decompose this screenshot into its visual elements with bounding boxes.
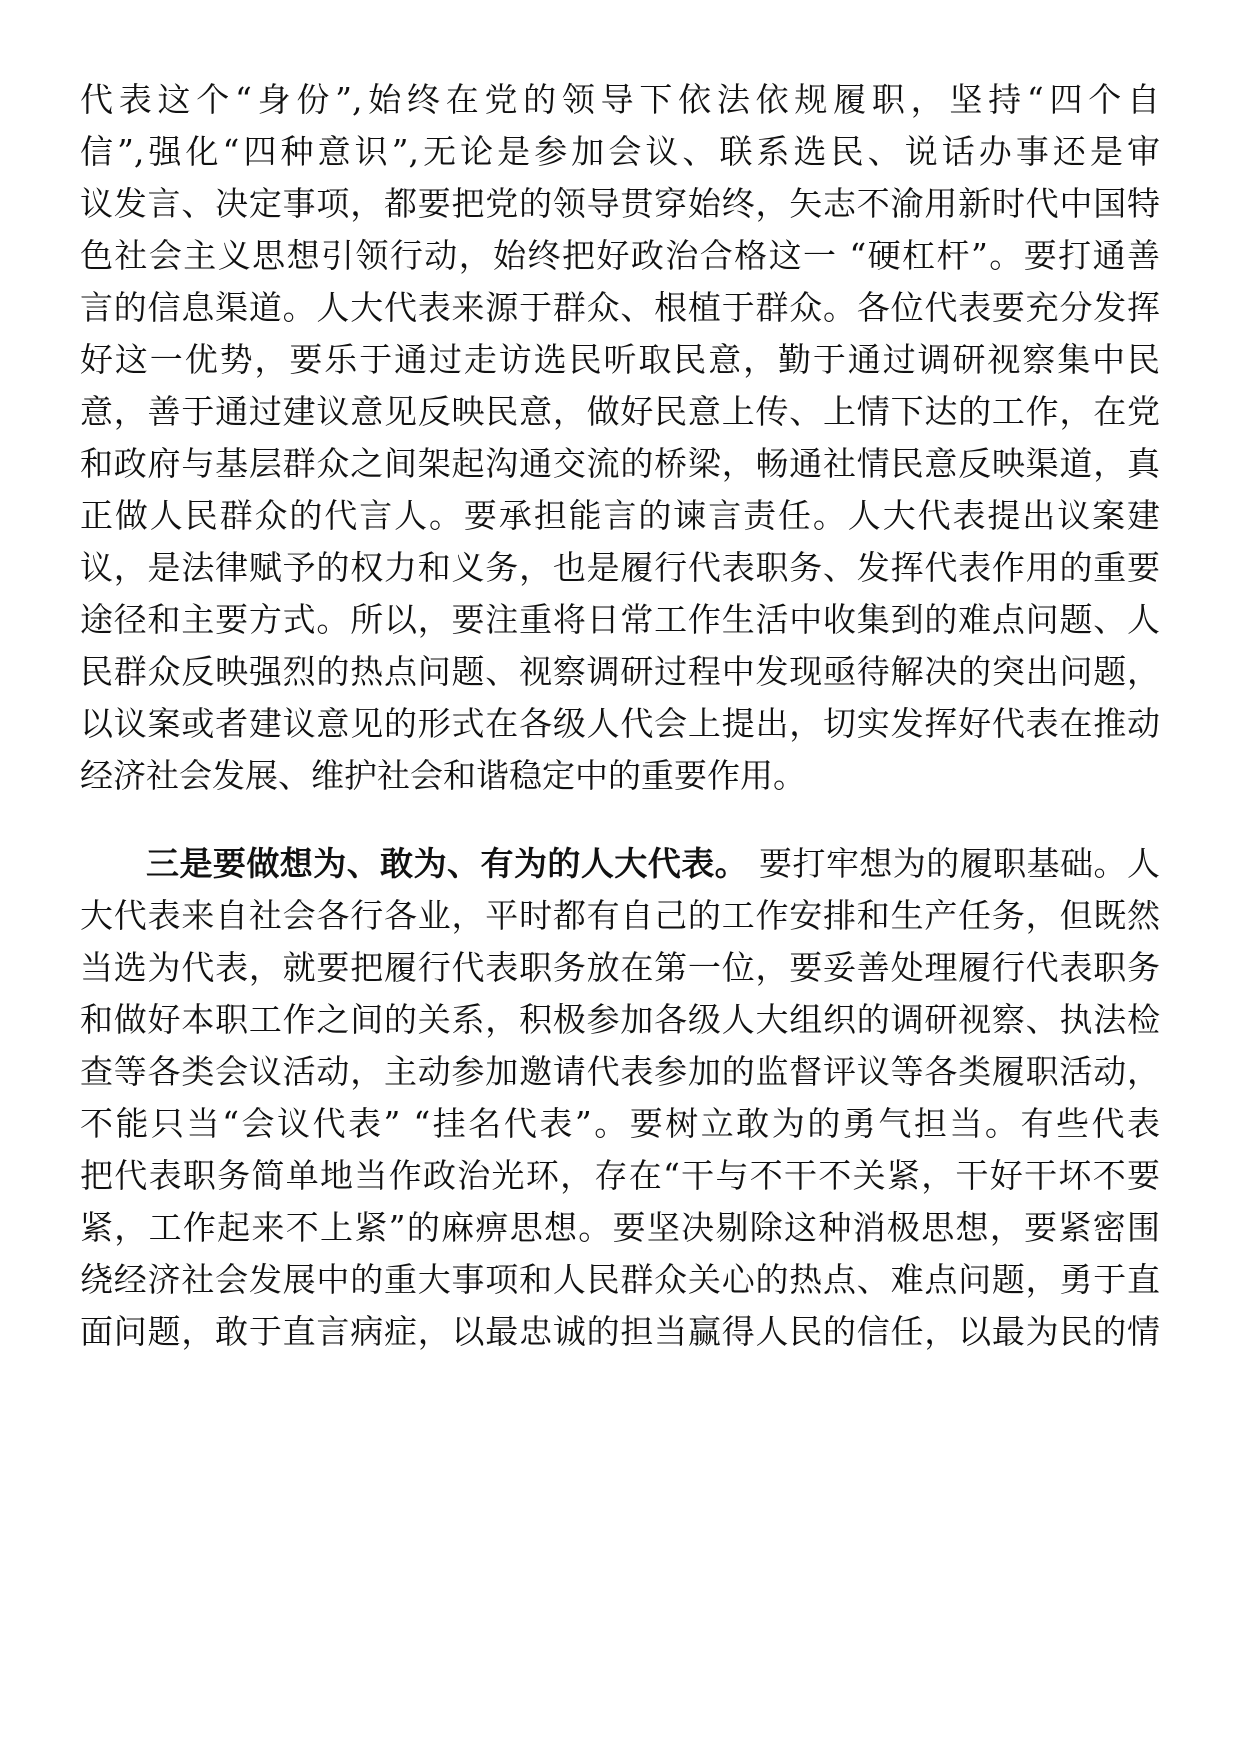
paragraph-line: 面问题，敢于直言病症，以最忠诚的担当赢得人民的信任，以最为民的情 bbox=[80, 1312, 1160, 1351]
paragraph-line: 议发言、决定事项，都要把党的领导贯穿始终，矢志不渝用新时代中国特 bbox=[80, 184, 1160, 223]
paragraph-line: 大代表来自社会各行各业，平时都有自己的工作安排和生产任务，但既然 bbox=[80, 896, 1160, 935]
paragraph-line: 经济社会发展、维护社会和谐稳定中的重要作用。 bbox=[80, 756, 806, 795]
paragraph-line: 信”,强化“四种意识”,无论是参加会议、联系选民、说话办事还是审 bbox=[80, 132, 1160, 171]
paragraph-line: 色社会主义思想引领行动，始终把好政治合格这一 “硬杠杆”。要打通善 bbox=[80, 236, 1160, 275]
paragraph-line: 意，善于通过建议意见反映民意，做好民意上传、上情下达的工作，在党 bbox=[80, 392, 1160, 431]
paragraph-line: 言的信息渠道。人大代表来源于群众、根植于群众。各位代表要充分发挥 bbox=[80, 288, 1160, 327]
paragraph-first-line bbox=[80, 844, 1160, 884]
paragraph-line: 紧，工作起来不上紧”的麻痹思想。要坚决剔除这种消极思想，要紧密围 bbox=[80, 1208, 1160, 1247]
paragraph-line: 民群众反映强烈的热点问题、视察调研过程中发现亟待解决的突出问题， bbox=[80, 652, 1160, 691]
paragraph-line: 把代表职务简单地当作政治光环，存在“干与不干不关紧，干好干坏不要 bbox=[80, 1156, 1160, 1195]
paragraph-line: 和政府与基层群众之间架起沟通交流的桥梁，畅通社情民意反映渠道，真 bbox=[80, 444, 1160, 483]
paragraph-heading: 三是要做想为、敢为、有为的人大代表。 bbox=[146, 844, 749, 883]
paragraph-line: 当选为代表，就要把履行代表职务放在第一位，要妥善处理履行代表职务 bbox=[80, 948, 1160, 987]
paragraph-line: 不能只当“会议代表” “挂名代表”。要树立敢为的勇气担当。有些代表 bbox=[80, 1104, 1160, 1143]
paragraph-line: 好这一优势，要乐于通过走访选民听取民意，勤于通过调研视察集中民 bbox=[80, 340, 1160, 379]
paragraph-line: 和做好本职工作之间的关系，积极参加各级人大组织的调研视察、执法检 bbox=[80, 1000, 1160, 1039]
paragraph-line: 绕经济社会发展中的重大事项和人民群众关心的热点、难点问题，勇于直 bbox=[80, 1260, 1160, 1299]
paragraph-line: 查等各类会议活动，主动参加邀请代表参加的监督评议等各类履职活动， bbox=[80, 1052, 1160, 1091]
paragraph-line: 以议案或者建议意见的形式在各级人代会上提出，切实发挥好代表在推动 bbox=[80, 704, 1160, 743]
paragraph-line: 途径和主要方式。所以，要注重将日常工作生活中收集到的难点问题、人 bbox=[80, 600, 1160, 639]
paragraph-line: 代表这个“身份”,始终在党的领导下依法依规履职，坚持“四个自 bbox=[80, 80, 1160, 119]
paragraph-line: 议，是法律赋予的权力和义务，也是履行代表职务、发挥代表作用的重要 bbox=[80, 548, 1160, 587]
paragraph-line: 正做人民群众的代言人。要承担能言的谏言责任。人大代表提出议案建 bbox=[80, 496, 1160, 535]
paragraph-heading-rest: 要打牢想为的履职基础。人 bbox=[748, 844, 1160, 883]
